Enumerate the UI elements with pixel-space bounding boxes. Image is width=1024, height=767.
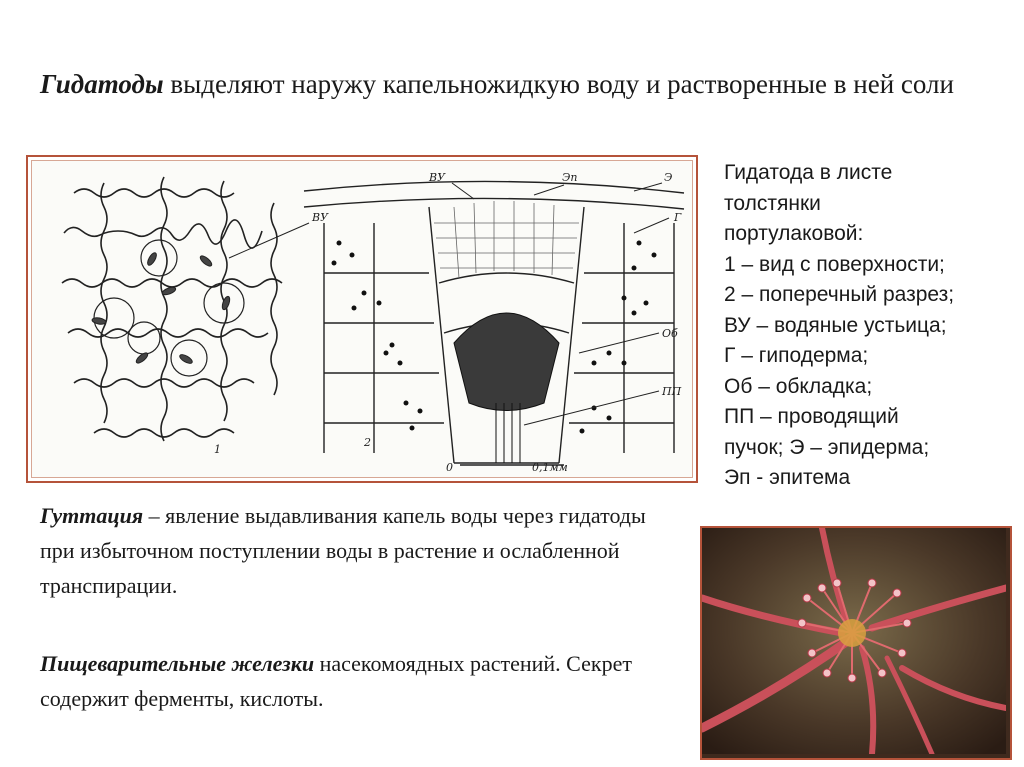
- epithem-cells: [434, 201, 579, 278]
- guttation-term: Гуттация: [40, 503, 144, 528]
- caption-line: толстянки: [724, 191, 821, 215]
- sundew-photo-drawing: [702, 528, 1006, 754]
- label-vu-top: ВУ: [429, 171, 446, 184]
- label-scale-value: 0,1мм: [532, 461, 568, 474]
- caption-line: 1 – вид с поверхности;: [724, 252, 945, 276]
- heading-term: Гидатоды: [40, 69, 164, 99]
- hydathode-drawing: [34, 163, 690, 475]
- hydathode-figure: [26, 155, 698, 483]
- water-stomata-marks: [92, 251, 232, 365]
- figure-caption: [724, 158, 1014, 494]
- label-ob: Об: [662, 327, 678, 340]
- leader-lines: [229, 183, 669, 425]
- label-pp: ПП: [662, 385, 682, 398]
- label-scale-zero: 0: [446, 461, 453, 474]
- guttation-paragraph: [40, 498, 680, 603]
- heading-text: выделяют наружу капельножидкую воду и растворенные в ней соли: [163, 69, 954, 99]
- label-e: Э: [664, 171, 673, 184]
- caption-line: пучок; Э – эпидерма;: [724, 435, 930, 459]
- caption-line: портулаковой:: [724, 222, 864, 245]
- glands-text: насекомоядных растений. Секрет содержит ферменты, кислоты.: [40, 651, 632, 711]
- glands-term: Пищеварительные железки: [40, 651, 315, 676]
- label-num2: 2: [364, 436, 371, 449]
- slide-heading: [40, 66, 990, 102]
- caption-line: ВУ – водяные устьица;: [724, 313, 947, 337]
- surface-view-drawing: [62, 177, 282, 441]
- caption-line: Об – обкладка;: [724, 374, 873, 398]
- glands-paragraph: [40, 646, 680, 716]
- label-g: Г: [674, 211, 682, 224]
- caption-line: ПП – проводящий: [724, 405, 899, 428]
- label-vu-left: ВУ: [312, 211, 329, 224]
- caption-line: Гидатода в листе: [724, 161, 893, 184]
- label-num1: 1: [214, 443, 221, 456]
- caption-line: 2 – поперечный разрез;: [724, 283, 955, 306]
- caption-line: Г – гиподерма;: [724, 344, 869, 367]
- guttation-text: – явление выдавливания капель воды через гидатоды при избыточном поступлении воды в растение и ослабленной транспирации.: [40, 503, 646, 598]
- caption-line: Эп - эпитема: [724, 466, 851, 489]
- sundew-photo: [700, 526, 1012, 760]
- label-ep: Эп: [562, 171, 578, 184]
- vascular-bundle: [454, 313, 559, 463]
